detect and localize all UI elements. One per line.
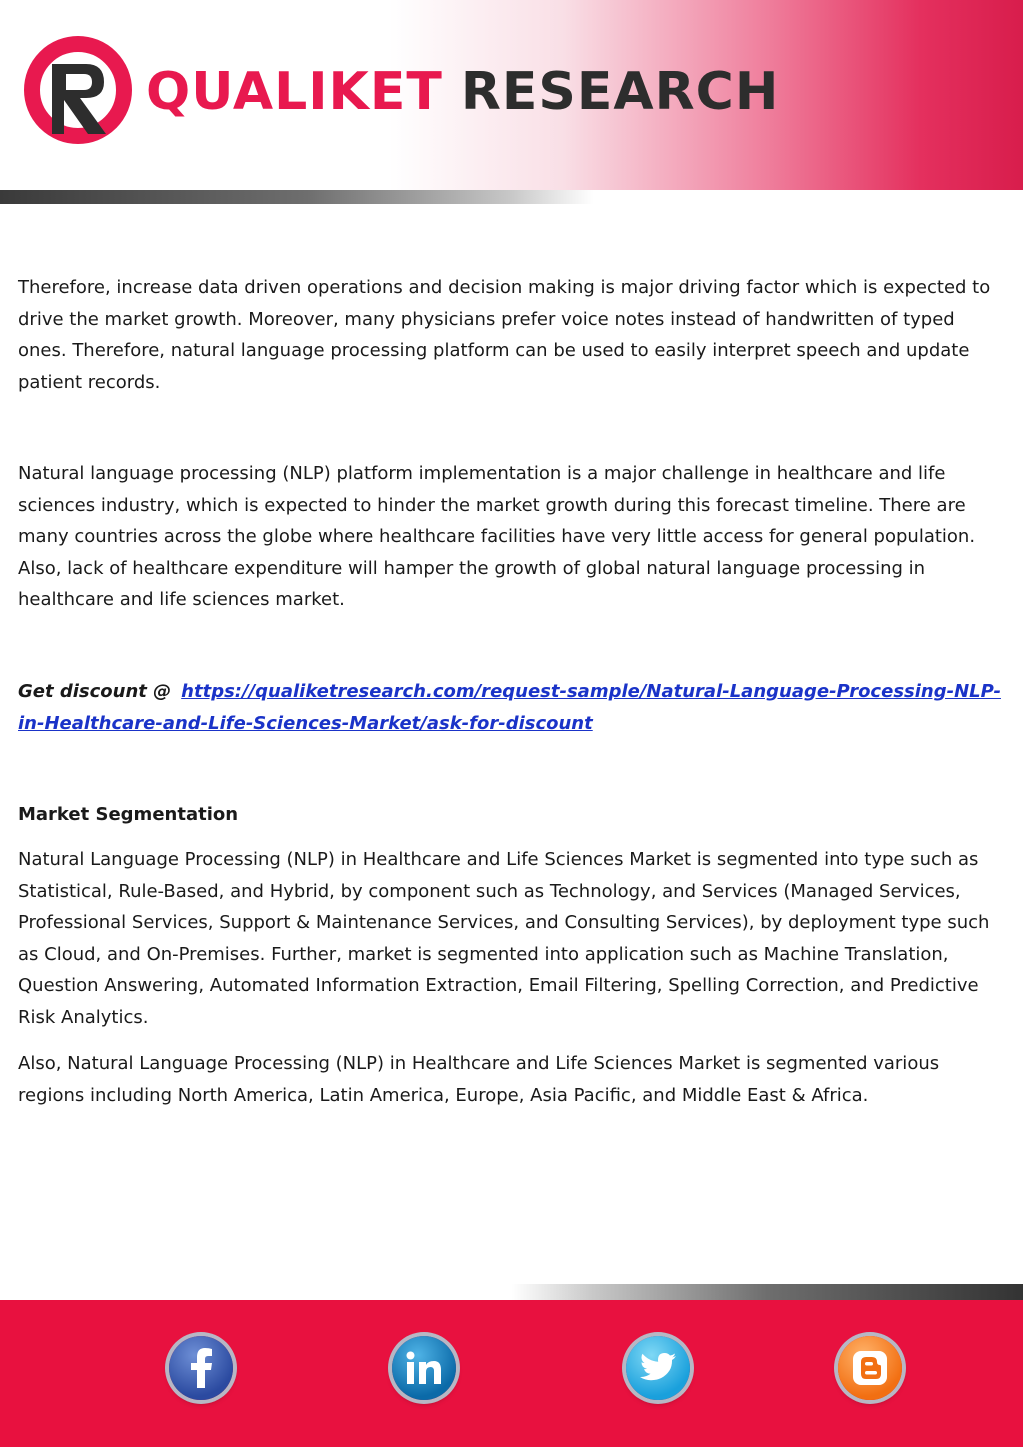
body-paragraph-1: Therefore, increase data driven operations and decision making is major driving factor which is expected to drive the market growth. Moreover, many physicians prefer voice notes instead of handwritten of typed ones. Therefore, natural language processing platform can be used to easily interpret speech and update patient records. bbox=[18, 277, 991, 393]
discount-line bbox=[18, 676, 1008, 739]
blogger-icon[interactable] bbox=[838, 1336, 902, 1400]
logo-word-qualiket: QUALIKET bbox=[146, 62, 443, 122]
linkedin-icon[interactable] bbox=[392, 1336, 456, 1400]
logo-word-research: RESEARCH bbox=[460, 62, 780, 122]
discount-link-line1[interactable]: https://qualiketresearch.com/request-sample/Natural-Language-Processing-NLP- bbox=[181, 681, 1001, 702]
twitter-icon[interactable] bbox=[626, 1336, 690, 1400]
logo-wordmark bbox=[146, 62, 779, 122]
header-divider-bar bbox=[0, 190, 1023, 204]
footer-divider-bar bbox=[0, 1284, 1023, 1300]
segmentation-heading: Market Segmentation bbox=[18, 804, 239, 825]
qualiket-logo-icon bbox=[22, 34, 134, 146]
body-paragraph-3: Natural Language Processing (NLP) in Healthcare and Life Sciences Market is segmented into type such as Statistical, Rule-Based, and Hybrid, by component such as Technology, and Services (Managed Services, Professional Services, Support & Maintenance Services, and Consulting Services), by deployment type such as Cloud, and On-Premises. Further, market is segmented into application such as Machine Translation, Question Answering, Automated Information Extraction, Email Filtering, Spelling Correction, and Predictive Risk Analytics. bbox=[18, 849, 990, 1028]
body-paragraph-4: Also, Natural Language Processing (NLP) in Healthcare and Life Sciences Market is segmented various regions including North America, Latin America, Europe, Asia Pacific, and Middle East & Africa. bbox=[18, 1053, 940, 1106]
discount-label: Get discount @ bbox=[18, 681, 172, 702]
body-paragraph-2: Natural language processing (NLP) platform implementation is a major challenge in healthcare and life sciences industry, which is expected to hinder the market growth during this forecast timeline. There are many countries across the globe where healthcare facilities have very little access for general population. Also, lack of healthcare expenditure will hamper the growth of global natural language processing in healthcare and life sciences market. bbox=[18, 463, 976, 611]
discount-link-line2[interactable]: in-Healthcare-and-Life-Sciences-Market/ask-for-discount bbox=[18, 712, 593, 734]
facebook-icon[interactable] bbox=[169, 1336, 233, 1400]
header-banner bbox=[0, 0, 1023, 190]
